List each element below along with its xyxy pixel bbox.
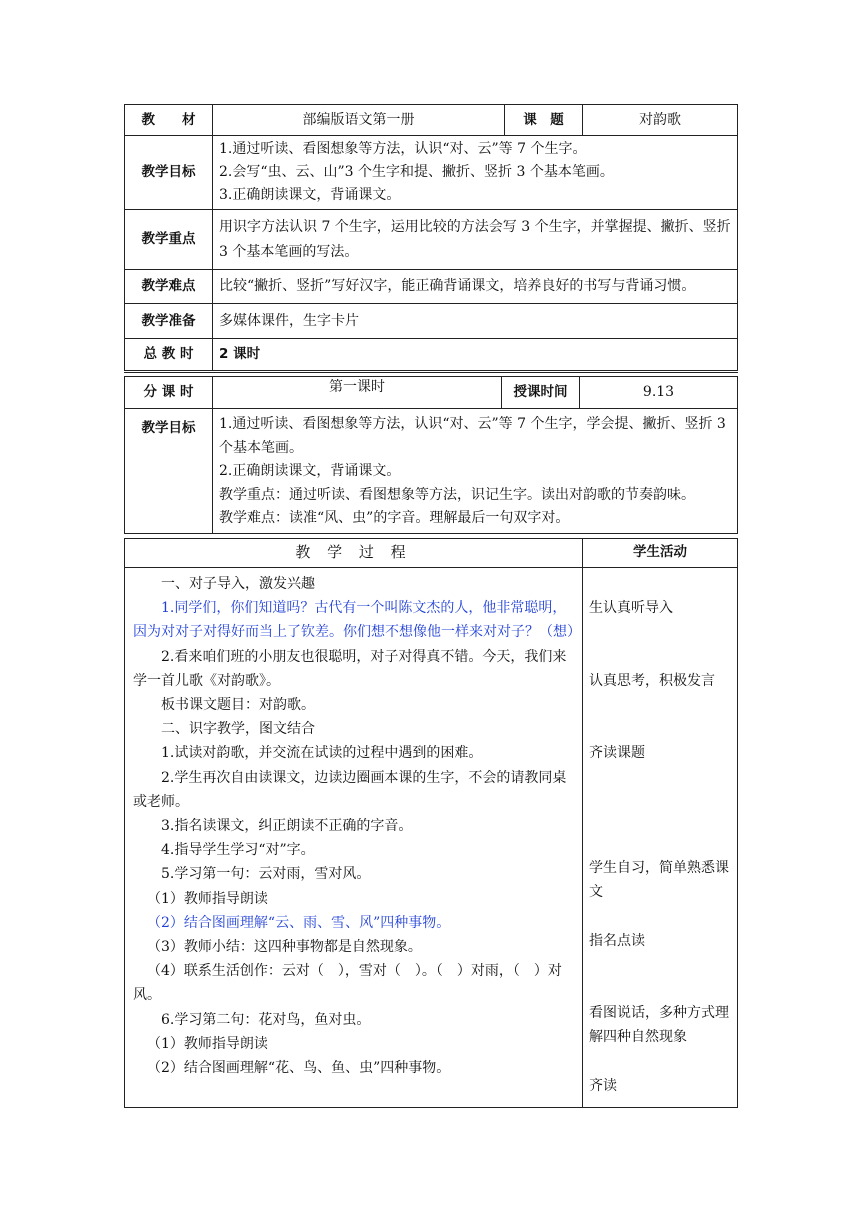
process-para: 二、识字教学，图文结合: [161, 721, 315, 738]
zhunbei-value: 多媒体课件，生字卡片: [213, 304, 738, 339]
nandian-label: 教学难点: [125, 270, 213, 304]
zhongdian-value: 用识字方法认识 7 个生字，运用比较的方法会写 3 个生字，并掌握提、撇折、竖折 3 个基本笔画的写法。: [213, 210, 738, 270]
zongjiaoshi-value: 2 课时: [213, 339, 738, 372]
activity-header: 学生活动: [583, 538, 738, 567]
process-para: 5.学习第一句：云对雨，雪对风。: [161, 866, 371, 883]
process-para: （1）教师指导朗读: [147, 890, 268, 907]
lesson-mubiao-value: [213, 409, 738, 534]
activity-item: 齐读: [589, 1077, 617, 1094]
process-para: （1）教师指导朗读: [147, 1035, 268, 1052]
lesson-mubiao-line: 1.通过听读、看图想象等方法，认识“对、云”等 7 个生字，学会提、撇折、竖折 3 个基本笔画。: [219, 416, 726, 456]
lesson-mubiao-line: 2.正确朗读课文，背诵课文。: [219, 463, 401, 480]
lesson-plan-page: [124, 104, 737, 1108]
zhunbei-label: 教学准备: [125, 304, 213, 339]
keti-value: 对韵歌: [583, 105, 738, 136]
process-para: 一、对子导入，激发兴趣: [161, 575, 315, 592]
zongjiaoshi-label: 总 教 时: [125, 339, 213, 372]
process-para: 4.指导学生学习“对”字。: [161, 842, 315, 859]
jiaocai-value: 部编版语文第一册: [213, 105, 505, 136]
shoukeshijian-label: 授课时间: [502, 377, 580, 409]
activity-item: 认真思考，积极发言: [589, 672, 715, 689]
mubiao-value: [213, 136, 738, 210]
process-para: 2.看来咱们班的小朋友也很聪明，对子对得真不错。今天，我们来学一首儿歌《对韵歌》。: [133, 648, 567, 689]
info-table: [124, 104, 738, 373]
process-para: 板书课文题目：对韵歌。: [161, 696, 315, 713]
lesson-table: [124, 376, 738, 534]
process-para: 6.学习第二句：花对鸟，鱼对虫。: [161, 1011, 371, 1028]
activity-content: [583, 567, 738, 1107]
activity-item: 指名点读: [589, 932, 645, 949]
activity-item: 学生自习，简单熟悉课文: [589, 860, 729, 901]
nandian-value: 比较“撇折、竖折”写好汉字，能正确背诵课文，培养良好的书写与背诵习惯。: [213, 270, 738, 304]
process-content: [125, 567, 583, 1107]
process-para: （4）联系生活创作：云对（ ），雪对（ ）。（ ）对雨，（ ）对风。: [133, 963, 562, 1004]
activity-item: 生认真听导入: [589, 600, 673, 617]
mubiao-label: 教学目标: [125, 136, 213, 210]
process-para: 1.试读对韵歌，并交流在试读的过程中遇到的困难。: [161, 745, 483, 762]
zhongdian-label: 教学重点: [125, 210, 213, 270]
process-table: [124, 538, 738, 1108]
keti-label: 课 题: [505, 105, 583, 136]
mubiao-line: 2.会写“虫、云、山”3 个生字和提、撇折、竖折 3 个基本笔画。: [219, 164, 614, 180]
process-para: 3.指名读课文，纠正朗读不正确的字音。: [161, 818, 413, 834]
process-para: （2）结合图画理解“云、雨、雪、风”四种事物。: [147, 914, 451, 931]
fenkeshi-value: 第一课时: [213, 377, 502, 409]
lesson-mubiao-line: 教学难点：读准“风、虫”的字音。理解最后一句双字对。: [219, 510, 570, 527]
lesson-mubiao-line: 教学重点：通过听读、看图想象等方法，识记生字。读出对韵歌的节奏韵味。: [219, 486, 695, 503]
activity-item: 看图说话，多种方式理解四种自然现象: [589, 1005, 729, 1046]
process-header: 教 学 过 程: [125, 538, 583, 567]
process-para: （2）结合图画理解“花、鸟、鱼、虫”四种事物。: [147, 1060, 451, 1077]
process-para: 1.同学们，你们知道吗？古代有一个叫陈文杰的人，他非常聪明，因为对对子对得好而当上了钦差。你们想不想像他一样来对对子？（想）: [133, 600, 581, 641]
process-para: （3）教师小结：这四种事物都是自然现象。: [147, 939, 422, 956]
activity-item: 齐读课题: [589, 745, 645, 762]
lesson-mubiao-label: 教学目标: [125, 409, 213, 534]
mubiao-line: 1.通过听读、看图想象等方法，认识“对、云”等 7 个生字。: [219, 141, 587, 157]
mubiao-line: 3.正确朗读课文，背诵课文。: [219, 187, 401, 203]
jiaocai-label: 教 材: [125, 105, 213, 136]
shoukeshijian-value: 9.13: [580, 377, 738, 409]
fenkeshi-label: 分 课 时: [125, 377, 213, 409]
process-para: 2.学生再次自由读课文，边读边圈画本课的生字，不会的请教同桌或老师。: [133, 769, 567, 810]
